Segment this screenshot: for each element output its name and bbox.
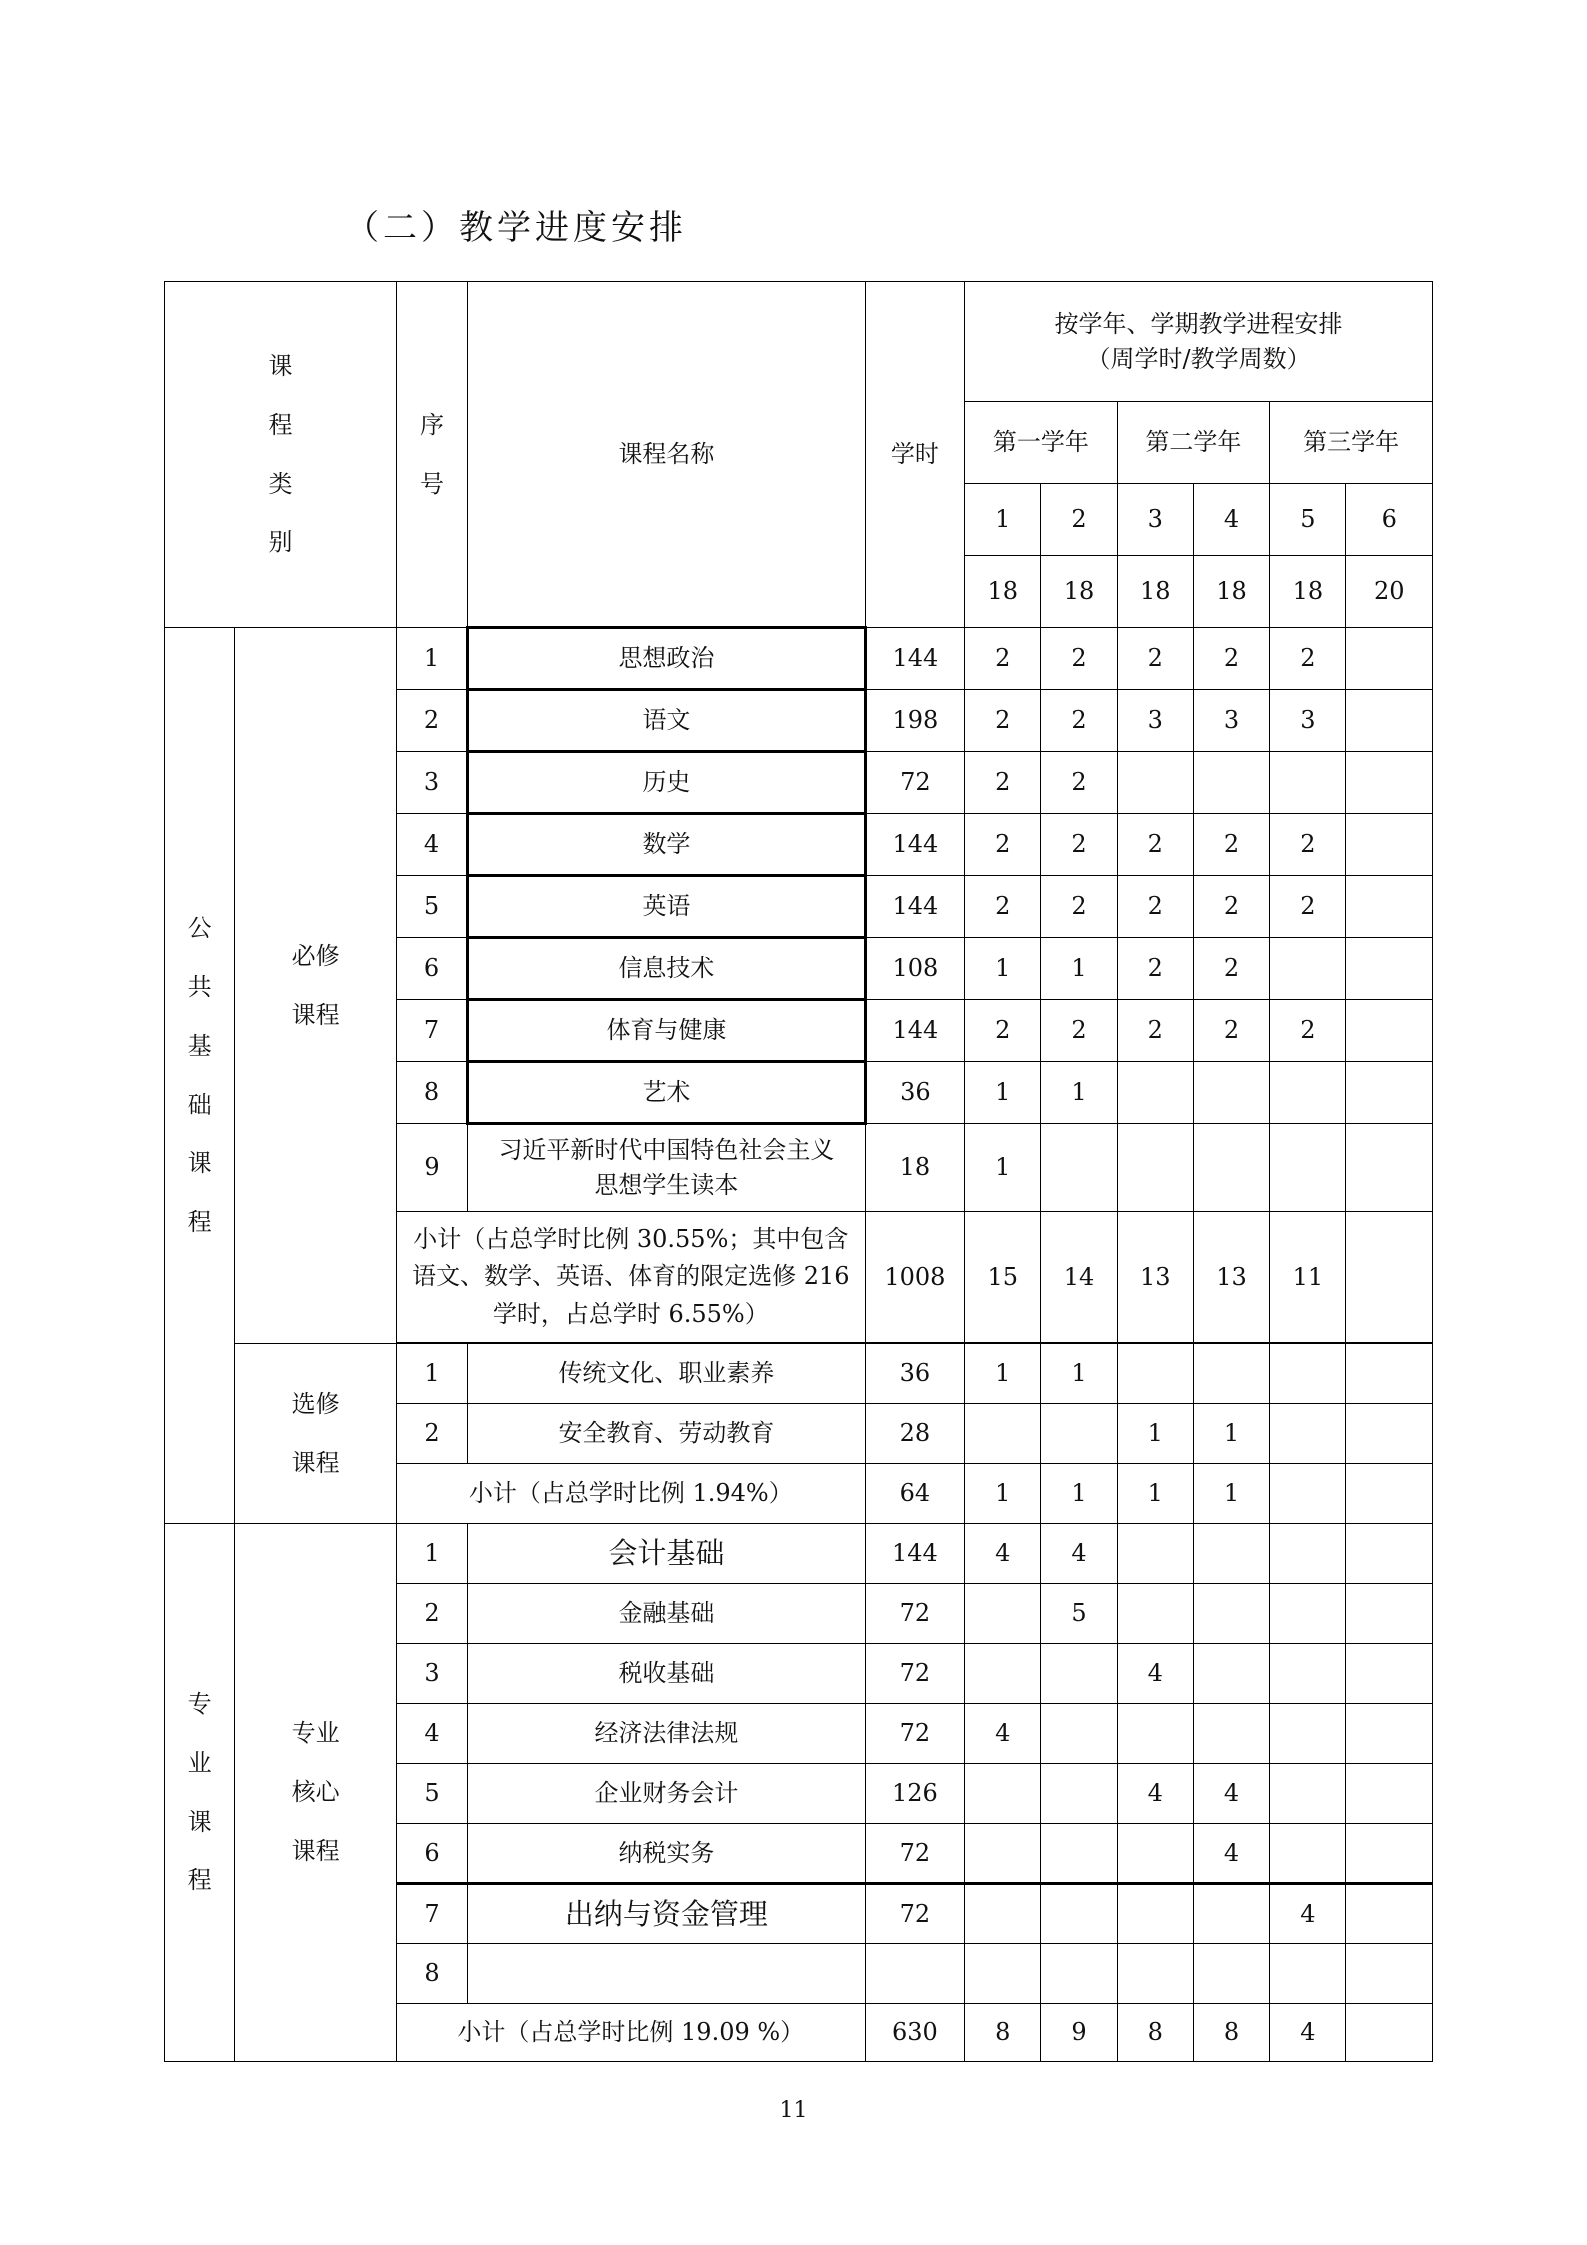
row-sem [1193, 1584, 1269, 1644]
row-sem [1193, 752, 1269, 814]
header-schedule-line2: （周学时/教学周数） [1086, 344, 1311, 373]
row-sem [1270, 1344, 1346, 1404]
row-sem: 4 [1270, 1884, 1346, 1944]
row-sem: 4 [1193, 1824, 1269, 1884]
row-course-name: 习近平新时代中国特色社会主义思想学生读本 [468, 1124, 866, 1212]
row-sem: 4 [965, 1524, 1041, 1584]
header-weeks: 18 [1117, 556, 1193, 628]
row-hours: 144 [865, 628, 964, 690]
row-sem [1193, 1704, 1269, 1764]
group-elective-cell [235, 1344, 397, 1524]
row-sem: 2 [1193, 938, 1269, 1000]
row-seq: 1 [396, 1524, 467, 1584]
row-course-name: 金融基础 [468, 1584, 866, 1644]
subtotal-sem: 1 [1117, 1464, 1193, 1524]
row-hours: 72 [865, 1884, 964, 1944]
group-elective: 选修课程 [291, 1389, 340, 1477]
row-course-name: 思想政治 [468, 628, 866, 690]
row-sem: 4 [965, 1704, 1041, 1764]
row-sem [1270, 938, 1346, 1000]
row-sem: 5 [1041, 1584, 1117, 1644]
row-seq: 2 [396, 1584, 467, 1644]
row-sem [1270, 1062, 1346, 1124]
subtotal-hours: 630 [865, 2004, 964, 2062]
row-sem [1346, 1644, 1433, 1704]
row-sem [1346, 628, 1433, 690]
row-sem [1270, 1584, 1346, 1644]
row-sem [1117, 1062, 1193, 1124]
header-semester: 3 [1117, 484, 1193, 556]
row-hours: 144 [865, 876, 964, 938]
header-course-name: 课程名称 [468, 282, 866, 628]
row-seq: 7 [396, 1000, 467, 1062]
row-sem [1346, 752, 1433, 814]
row-sem [1117, 1824, 1193, 1884]
row-sem: 1 [1193, 1404, 1269, 1464]
elective-subtotal-label: 小计（占总学时比例 1.94%） [396, 1464, 865, 1524]
row-sem: 1 [1041, 938, 1117, 1000]
subtotal-sem: 13 [1193, 1212, 1269, 1343]
header-category: 课程类别 [268, 351, 293, 557]
header-schedule-line1: 按学年、学期教学进程安排 [1054, 309, 1343, 338]
row-hours: 126 [865, 1764, 964, 1824]
subtotal-sem [1270, 1464, 1346, 1524]
row-sem [1270, 1944, 1346, 2004]
row-seq: 1 [396, 628, 467, 690]
row-sem [1346, 1824, 1433, 1884]
row-sem [965, 1824, 1041, 1884]
header-weeks: 20 [1346, 556, 1433, 628]
row-sem [1117, 1524, 1193, 1584]
header-year-1: 第一学年 [965, 402, 1118, 484]
row-sem: 2 [1270, 1000, 1346, 1062]
group-required-cell [235, 628, 397, 1344]
row-sem [965, 1764, 1041, 1824]
row-sem: 1 [965, 1344, 1041, 1404]
row-course-name: 信息技术 [468, 938, 866, 1000]
row-sem [1346, 1344, 1433, 1404]
row-hours [865, 1944, 964, 2004]
row-sem: 2 [1041, 628, 1117, 690]
row-seq: 6 [396, 1824, 467, 1884]
row-sem [1117, 1884, 1193, 1944]
row-course-name [468, 1944, 866, 2004]
row-sem: 2 [1117, 628, 1193, 690]
subtotal-sem [1346, 1212, 1433, 1343]
row-sem [1346, 814, 1433, 876]
row-sem: 4 [1117, 1764, 1193, 1824]
row-sem [1346, 1944, 1433, 2004]
header-year-3: 第三学年 [1270, 402, 1433, 484]
row-sem: 2 [1193, 876, 1269, 938]
subtotal-sem: 11 [1270, 1212, 1346, 1343]
row-sem: 2 [1117, 876, 1193, 938]
row-sem [965, 1404, 1041, 1464]
row-course-name: 企业财务会计 [468, 1764, 866, 1824]
header-semester: 5 [1270, 484, 1346, 556]
row-sem [1193, 1644, 1269, 1704]
group-professional-cell [165, 1524, 235, 2062]
group-professional: 专业课程 [187, 1689, 212, 1895]
row-sem [1193, 1524, 1269, 1584]
row-sem: 2 [1270, 876, 1346, 938]
row-sem [1346, 1000, 1433, 1062]
row-sem [1270, 752, 1346, 814]
row-sem: 2 [965, 1000, 1041, 1062]
row-course-name: 出纳与资金管理 [468, 1884, 866, 1944]
row-sem: 2 [965, 752, 1041, 814]
header-weeks: 18 [965, 556, 1041, 628]
subtotal-hours: 64 [865, 1464, 964, 1524]
subtotal-sem: 15 [965, 1212, 1041, 1343]
row-sem: 4 [1041, 1524, 1117, 1584]
row-seq: 3 [396, 1644, 467, 1704]
row-sem [1041, 1644, 1117, 1704]
row-sem [1346, 690, 1433, 752]
subtotal-sem: 1 [965, 1464, 1041, 1524]
row-course-name: 税收基础 [468, 1644, 866, 1704]
row-sem [1117, 1344, 1193, 1404]
row-sem [1193, 1344, 1269, 1404]
row-hours: 72 [865, 1704, 964, 1764]
row-sem [965, 1944, 1041, 2004]
header-year-2: 第二学年 [1117, 402, 1270, 484]
row-hours: 144 [865, 814, 964, 876]
row-sem: 2 [1041, 752, 1117, 814]
row-sem: 3 [1193, 690, 1269, 752]
subtotal-sem: 8 [1117, 2004, 1193, 2062]
row-seq: 2 [396, 690, 467, 752]
row-sem [1193, 1062, 1269, 1124]
row-sem: 3 [1270, 690, 1346, 752]
row-sem [1346, 938, 1433, 1000]
row-sem [1270, 1644, 1346, 1704]
header-weeks: 18 [1193, 556, 1269, 628]
row-sem: 1 [1041, 1062, 1117, 1124]
row-course-name: 艺术 [468, 1062, 866, 1124]
table-row [165, 1344, 1433, 1404]
header-hours: 学时 [865, 282, 964, 628]
group-public-cell [165, 628, 235, 1524]
table-row [165, 1524, 1433, 1584]
row-course-name: 体育与健康 [468, 1000, 866, 1062]
row-seq: 1 [396, 1344, 467, 1404]
row-sem [1041, 1824, 1117, 1884]
row-sem [1193, 1124, 1269, 1212]
row-hours: 72 [865, 1584, 964, 1644]
subtotal-sem: 8 [1193, 2004, 1269, 2062]
row-sem [1346, 876, 1433, 938]
subtotal-sem [1346, 2004, 1433, 2062]
row-sem: 2 [1041, 876, 1117, 938]
row-hours: 198 [865, 690, 964, 752]
row-sem [1346, 1764, 1433, 1824]
subtotal-sem: 1 [1193, 1464, 1269, 1524]
row-sem [1270, 1404, 1346, 1464]
row-seq: 5 [396, 876, 467, 938]
row-hours: 144 [865, 1524, 964, 1584]
row-sem [1346, 1124, 1433, 1212]
subtotal-sem: 14 [1041, 1212, 1117, 1343]
header-weeks: 18 [1041, 556, 1117, 628]
row-seq: 4 [396, 1704, 467, 1764]
row-sem: 2 [965, 628, 1041, 690]
group-core: 专业核心课程 [291, 1719, 340, 1865]
row-hours: 72 [865, 1824, 964, 1884]
row-sem [1270, 1824, 1346, 1884]
subtotal-sem: 1 [1041, 1464, 1117, 1524]
row-sem [1117, 1704, 1193, 1764]
required-subtotal-label: 小计（占总学时比例 30.55%；其中包含语文、数学、英语、体育的限定选修 216 学时，占总学时 6.55%） [396, 1212, 865, 1343]
subtotal-hours: 1008 [865, 1212, 964, 1343]
row-seq: 3 [396, 752, 467, 814]
row-sem: 2 [1041, 1000, 1117, 1062]
row-sem [1270, 1524, 1346, 1584]
row-course-name: 历史 [468, 752, 866, 814]
row-sem [1041, 1404, 1117, 1464]
row-sem: 2 [1117, 814, 1193, 876]
header-semester: 4 [1193, 484, 1269, 556]
row-seq: 2 [396, 1404, 467, 1464]
row-sem: 2 [1193, 628, 1269, 690]
row-sem [965, 1644, 1041, 1704]
row-sem [1270, 1124, 1346, 1212]
row-seq: 7 [396, 1884, 467, 1944]
row-hours: 36 [865, 1062, 964, 1124]
row-hours: 108 [865, 938, 964, 1000]
teaching-schedule-table [164, 281, 1433, 2062]
group-core-cell [235, 1524, 397, 2062]
group-required: 必修课程 [291, 941, 340, 1029]
row-sem: 2 [1041, 690, 1117, 752]
row-course-name: 纳税实务 [468, 1824, 866, 1884]
row-hours: 144 [865, 1000, 964, 1062]
row-seq: 9 [396, 1124, 467, 1212]
row-sem: 1 [1041, 1344, 1117, 1404]
subtotal-sem: 9 [1041, 2004, 1117, 2062]
row-sem [1117, 1584, 1193, 1644]
row-sem: 4 [1193, 1764, 1269, 1824]
row-sem [1041, 1884, 1117, 1944]
header-seq: 序号 [420, 410, 445, 498]
row-sem [1270, 1764, 1346, 1824]
row-sem: 1 [965, 938, 1041, 1000]
row-sem [1346, 1524, 1433, 1584]
row-sem: 2 [965, 814, 1041, 876]
subtotal-sem [1346, 1464, 1433, 1524]
row-hours: 72 [865, 752, 964, 814]
row-seq: 6 [396, 938, 467, 1000]
row-sem [1270, 1704, 1346, 1764]
row-sem [965, 1884, 1041, 1944]
row-course-name: 传统文化、职业素养 [468, 1344, 866, 1404]
row-course-name: 经济法律法规 [468, 1704, 866, 1764]
header-schedule [965, 282, 1433, 402]
row-sem: 2 [1270, 814, 1346, 876]
subtotal-sem: 13 [1117, 1212, 1193, 1343]
header-semester: 1 [965, 484, 1041, 556]
row-seq: 8 [396, 1062, 467, 1124]
row-sem [1041, 1944, 1117, 2004]
table-row [165, 628, 1433, 690]
row-sem: 1 [1117, 1404, 1193, 1464]
row-hours: 18 [865, 1124, 964, 1212]
row-sem [1346, 1704, 1433, 1764]
row-sem [1193, 1944, 1269, 2004]
header-weeks: 18 [1270, 556, 1346, 628]
row-sem: 2 [1193, 1000, 1269, 1062]
row-sem [1346, 1584, 1433, 1644]
row-sem: 2 [1270, 628, 1346, 690]
row-sem [1117, 752, 1193, 814]
row-sem: 2 [1117, 1000, 1193, 1062]
row-sem: 1 [965, 1062, 1041, 1124]
header-semester: 6 [1346, 484, 1433, 556]
row-course-name: 数学 [468, 814, 866, 876]
group-public: 公共基础课程 [187, 914, 212, 1237]
row-sem: 2 [965, 876, 1041, 938]
subtotal-sem: 8 [965, 2004, 1041, 2062]
row-hours: 28 [865, 1404, 964, 1464]
row-sem [1346, 1404, 1433, 1464]
row-sem [1117, 1944, 1193, 2004]
row-seq: 5 [396, 1764, 467, 1824]
row-seq: 4 [396, 814, 467, 876]
row-sem [1346, 1884, 1433, 1944]
row-sem [1041, 1704, 1117, 1764]
row-sem: 2 [1117, 938, 1193, 1000]
row-sem: 1 [965, 1124, 1041, 1212]
row-sem: 3 [1117, 690, 1193, 752]
core-subtotal-label: 小计（占总学时比例 19.09 %） [396, 2004, 865, 2062]
row-sem [1193, 1884, 1269, 1944]
row-seq: 8 [396, 1944, 467, 2004]
header-seq-cell [396, 282, 467, 628]
row-sem: 2 [1193, 814, 1269, 876]
row-hours: 36 [865, 1344, 964, 1404]
row-sem [1041, 1124, 1117, 1212]
row-sem [965, 1584, 1041, 1644]
row-course-name: 语文 [468, 690, 866, 752]
row-sem: 4 [1117, 1644, 1193, 1704]
row-hours: 72 [865, 1644, 964, 1704]
row-sem [1041, 1764, 1117, 1824]
header-row [165, 282, 1433, 402]
row-course-name: 会计基础 [468, 1524, 866, 1584]
row-sem: 2 [1041, 814, 1117, 876]
row-sem [1346, 1062, 1433, 1124]
header-category-cell [165, 282, 397, 628]
row-sem: 2 [965, 690, 1041, 752]
page-number: 11 [779, 2098, 808, 2123]
subtotal-sem: 4 [1270, 2004, 1346, 2062]
row-sem [1117, 1124, 1193, 1212]
section-heading: （二）教学进度安排 [345, 208, 687, 248]
row-course-name: 安全教育、劳动教育 [468, 1404, 866, 1464]
row-course-name: 英语 [468, 876, 866, 938]
header-semester: 2 [1041, 484, 1117, 556]
